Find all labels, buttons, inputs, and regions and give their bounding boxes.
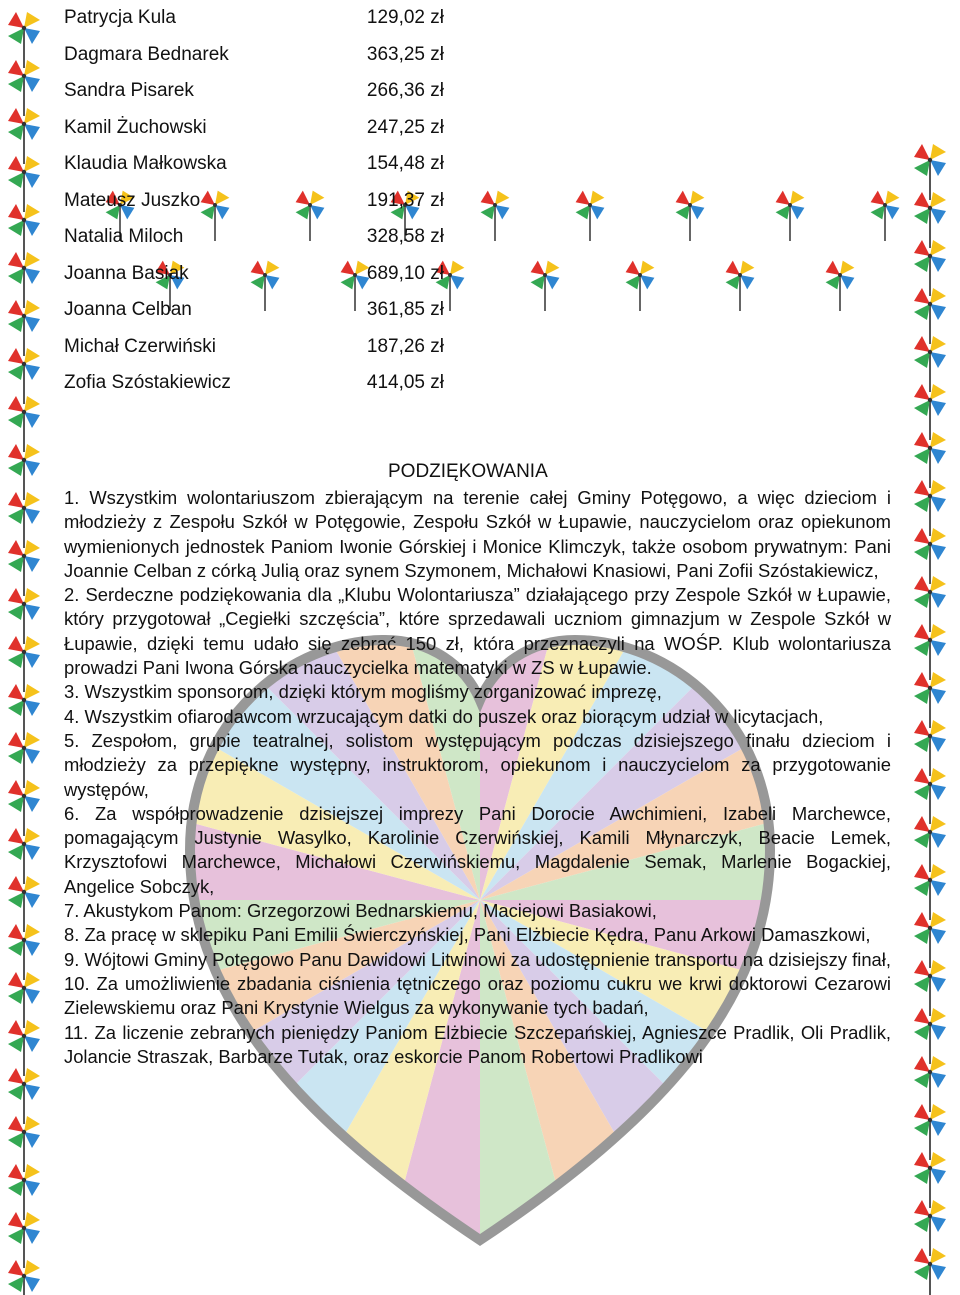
pinwheel-icon (914, 288, 946, 344)
pinwheel-icon (914, 240, 946, 296)
pinwheel-icon (8, 828, 40, 884)
pinwheel-icon (871, 191, 900, 241)
pinwheel-icon (8, 156, 40, 212)
pinwheel-icon (914, 1200, 946, 1256)
donor-amount: 191,37 zł (366, 189, 444, 211)
donor-row (64, 110, 444, 147)
pinwheel-icon (914, 768, 946, 824)
pinwheel-icon (8, 876, 40, 932)
donor-amount: 187,26 zł (366, 335, 444, 357)
pinwheel-icon (8, 348, 40, 404)
pinwheel-icon (8, 1116, 40, 1172)
pinwheel-icon (8, 540, 40, 596)
donor-amount: 363,25 zł (366, 43, 444, 65)
pinwheel-icon (826, 261, 855, 311)
pinwheel-icon (8, 780, 40, 836)
donor-row (64, 219, 444, 256)
donor-row (64, 183, 444, 220)
donor-amount: 266,36 zł (366, 80, 444, 101)
pinwheel-icon (914, 912, 946, 968)
pinwheel-icon (8, 1068, 40, 1124)
donor-amount: 689,10 zł (366, 262, 444, 284)
pinwheel-icon (914, 1104, 946, 1160)
pinwheel-icon (914, 816, 946, 872)
pinwheel-icon (8, 684, 40, 740)
thanks-title: PODZIĘKOWANIA (388, 461, 548, 482)
pinwheel-icon (914, 1056, 946, 1112)
donor-amount: 154,48 zł (366, 153, 444, 174)
donor-name: Michał Czerwiński (64, 335, 217, 357)
thanks-item: 4. Wszystkim ofiarodawcom wrzucającym datki do puszek oraz biorącym udział w licytacjach, (64, 705, 824, 727)
pinwheel-icon (914, 576, 946, 632)
donor-name: Joanna Celban (64, 299, 192, 320)
pinwheel-icon (8, 732, 40, 788)
pinwheel-icon (8, 396, 40, 452)
pinwheel-icon (914, 960, 946, 1016)
pinwheel-icon (8, 252, 40, 308)
pinwheel-icon (914, 864, 946, 920)
donor-name: Dagmara Bednarek (64, 43, 229, 65)
pinwheel-icon (8, 60, 40, 116)
donor-row (64, 329, 444, 366)
pinwheel-icon (8, 636, 40, 692)
donor-name: Sandra Pisarek (64, 80, 194, 101)
donor-row (64, 256, 444, 293)
donor-row (64, 292, 444, 329)
donor-name: Kamil Żuchowski (64, 116, 207, 138)
pinwheel-icon (914, 528, 946, 584)
donor-row (64, 0, 444, 37)
pinwheel-icon (914, 1008, 946, 1064)
thanks-list (64, 486, 891, 1069)
pinwheel-icon (676, 191, 705, 241)
donor-name: Patrycja Kula (64, 7, 176, 28)
donor-name: Zofia Szóstakiewicz (64, 372, 231, 393)
donor-row (64, 365, 444, 402)
pinwheel-icon (914, 1152, 946, 1208)
donor-name: Klaudia Małkowska (64, 153, 227, 174)
pinwheel-icon (8, 924, 40, 980)
pinwheel-icon (914, 720, 946, 776)
thanks-item: 6. Za współprowadzenie dzisiejszej imprezy Pani Dorocie Awchimieni, Izabeli Marchewce, pomagającym Justynie Wasylko, Karolinie Czerwińskiej, Kamili Młynarczyk, Beacie Lemek, Krzysztofowi Marchewce, Michałowi Czerwińskiemu, Magdalenie Semak, Marlenie Bogackiej, Angelice Sobczyk, (64, 802, 891, 897)
thanks-item: 5. Zespołom, grupie teatralnej, solistom występującym podczas dzisiejszego finału dzieciom i młodzieży za przepiękne występny, instruktorom, opiekunom i nauczycielom za przygotowanie występów, (64, 729, 891, 800)
pinwheel-icon (8, 972, 40, 1028)
donor-name: Joanna Basiak (64, 262, 189, 284)
pinwheel-icon (8, 444, 40, 500)
thanks-item: 9. Wójtowi Gminy Potęgowo Panu Dawidowi Litwinowi za udostępnienie transportu na dzisiejszy finał, (64, 948, 891, 970)
pinwheel-icon (8, 492, 40, 548)
pinwheel-icon (8, 12, 40, 68)
pinwheel-icon (531, 261, 560, 311)
donor-amount: 414,05 zł (366, 372, 444, 393)
left-pinwheel-border (8, 12, 40, 1295)
pinwheel-icon (8, 108, 40, 164)
thanks-item: 10. Za umożliwienie zbadania ciśnienia tętniczego oraz poziomu cukru we krwi doktorowi Cezarowi Zielewskiemu oraz Pani Krystynie Wielgus za wykonywanie tych badań, (64, 972, 891, 1019)
pinwheel-icon (914, 192, 946, 248)
pinwheel-icon (8, 1020, 40, 1076)
pinwheel-icon (914, 336, 946, 392)
donor-name: Natalia Miloch (64, 226, 184, 247)
pinwheel-icon (914, 384, 946, 440)
thanks-item: 3. Wszystkim sponsorom, dzięki którym mogliśmy zorganizować imprezę, (64, 681, 662, 703)
pinwheel-icon (8, 204, 40, 260)
donor-row (64, 146, 444, 183)
pinwheel-icon (576, 191, 605, 241)
donor-name: Mateusz Juszko (64, 189, 201, 211)
thanks-item: 2. Serdeczne podziękowania dla „Klubu Wolontariusza” działającego przy Zespole Szkół w Łupawie, który przygotował „Cegiełki szczęścia”, które sprzedawali uczniom gimnazjum w Zespole Szkół w Łupawie, dzięki temu udało się zebrać 150 zł, która przeznaczyli na WOŚP. Klub wolontariusza prowadzi Pani Iwona Górska nauczycielka matematyki w ZS w Łupawie. (64, 584, 891, 679)
pinwheel-icon (914, 624, 946, 680)
pinwheel-icon (8, 1164, 40, 1220)
pinwheel-icon (914, 480, 946, 536)
pinwheel-icon (481, 191, 510, 241)
pinwheel-icon (726, 261, 755, 311)
donor-row (64, 37, 444, 74)
pinwheel-icon (776, 191, 805, 241)
pinwheel-icon (8, 1212, 40, 1268)
pinwheel-icon (914, 672, 946, 728)
thanks-item: 7. Akustykom Panom: Grzegorzowi Bednarskiemu, Maciejowi Basiakowi, (64, 900, 657, 922)
thanks-item: 11. Za liczenie zebranych pieniędzy Paniom Elżbiecie Szczepańskiej, Agnieszce Pradlik, Oli Pradlik, Jolancie Straszak, Barbarze Tutak, oraz eskorcie Panom Robertowi Pradlikowi (64, 1021, 891, 1067)
donor-list (64, 0, 444, 402)
pinwheel-icon (914, 144, 946, 200)
donor-amount: 129,02 zł (366, 7, 444, 28)
pinwheel-icon (8, 588, 40, 644)
pinwheel-icon (914, 432, 946, 488)
donor-amount: 361,85 zł (366, 299, 444, 320)
donor-amount: 328,58 zł (366, 226, 444, 247)
donor-amount: 247,25 zł (366, 116, 444, 138)
pinwheel-icon (8, 300, 40, 356)
donor-row (64, 73, 444, 110)
right-pinwheel-border (914, 144, 946, 1295)
pinwheel-icon (626, 261, 655, 311)
thanks-item: 8. Za pracę w sklepiku Pani Emilii Świerczyńskiej, Pani Elżbiecie Kędra, Panu Arkowi Damaszkowi, (64, 924, 871, 946)
thanks-item: 1. Wszystkim wolontariuszom zbierającym na terenie całej Gminy Potęgowo, a więc dzieciom i młodzieży z Zespołu Szkół w Potęgowie, Zespołu Szkół w Łupawie, nauczycielom oraz opiekunom wymienionych jednostek Paniom Iwonie Górskiej i Monice Klimczyk, także osobom prywatnym: Pani Joannie Celban z córką Julią oraz synem Szymonem, Michałowi Knasiowi, Pani Zofii Szóstakiewicz, (64, 487, 891, 581)
